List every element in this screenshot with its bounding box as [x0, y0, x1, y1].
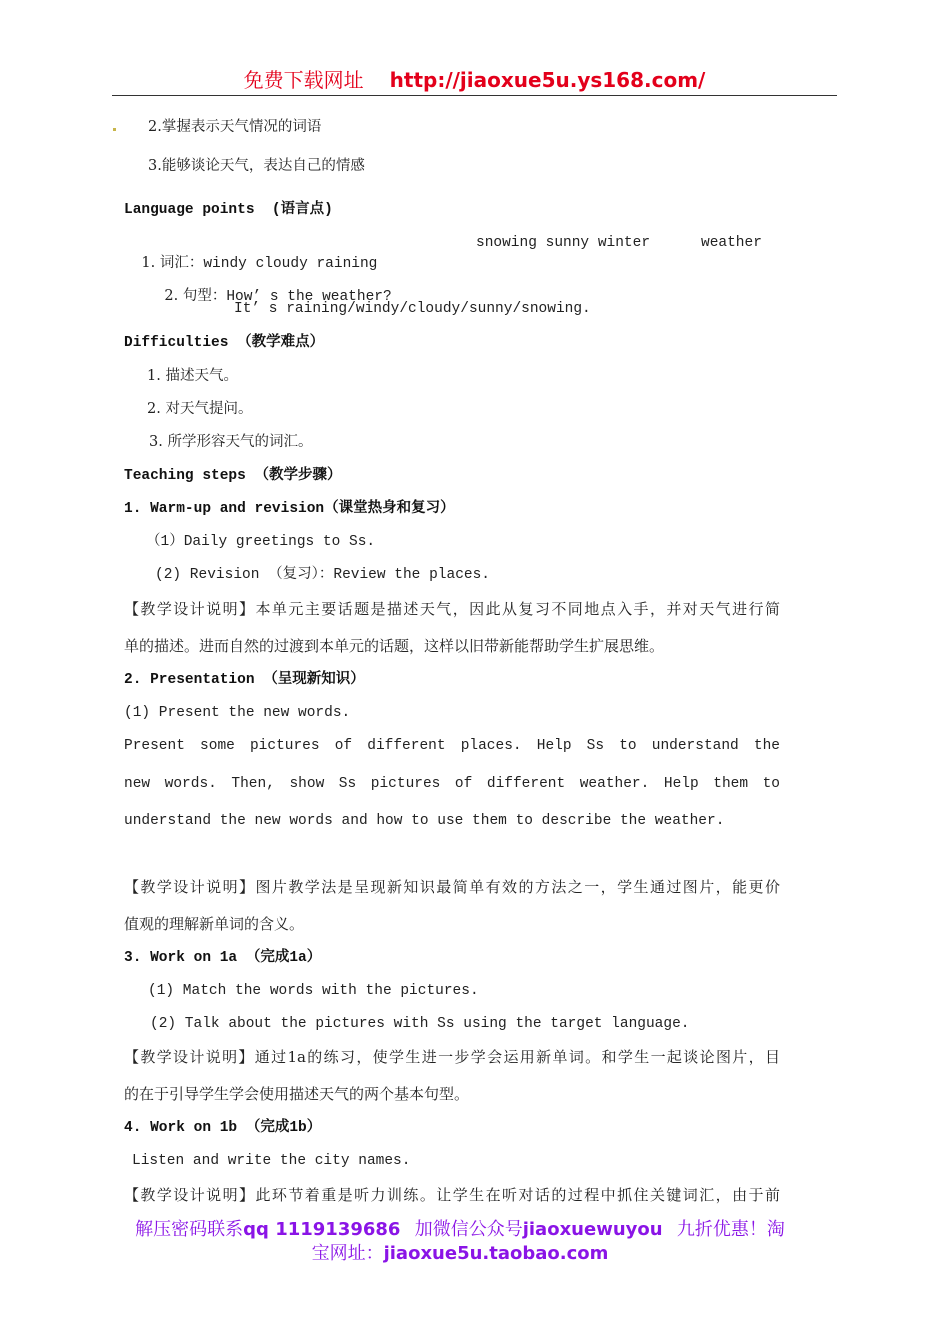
step2-title: 2. Presentation （呈现新知识）: [124, 672, 365, 688]
footer-line-2: [100, 1242, 820, 1266]
vocab-group-3: weather: [701, 235, 762, 251]
language-points-heading: Language points (语言点): [124, 202, 333, 218]
step1-note-line2: 单的描述。进而自然的过渡到本单元的话题，这样以旧带新能帮助学生扩展思维。: [124, 637, 665, 655]
step3-note-line2: 的在于引导学生学会使用描述天气的两个基本句型。: [124, 1085, 470, 1103]
step4-note-line1: 【教学设计说明】此环节着重是听力训练。让学生在听对话的过程中抓住关键词汇，由于前: [124, 1186, 780, 1204]
difficulty-item-2: 2. 对天气提问。: [147, 401, 253, 417]
download-site-url[interactable]: http://jiaoxue5u.ys168.com/: [389, 68, 706, 92]
sentence-prefix: 2. 句型：: [164, 288, 227, 304]
step3-note-line1: 【教学设计说明】通过1a的练习，使学生进一步学会运用新单词。和学生一起谈论图片，目: [124, 1048, 780, 1066]
bullet-marker: [113, 128, 116, 131]
vocab-group-2: snowing sunny winter: [476, 235, 651, 251]
footer-password-label: 解压密码联系: [135, 1219, 244, 1240]
objective-3: 3.能够谈论天气，表达自己的情感: [148, 158, 365, 174]
step3-item-2: (2) Talk about the pictures with Ss using the target language.: [150, 1016, 690, 1032]
step2-note-line2: 值观的理解新单词的含义。: [124, 915, 305, 933]
sentence-question: How’ s the weather?: [226, 289, 392, 305]
vocab-prefix: 1. 词汇：: [141, 255, 204, 271]
difficulty-item-3: 3. 所学形容天气的词汇。: [149, 434, 313, 450]
step2-body-line3: understand the new words and how to use them to describe the weather.: [124, 813, 725, 829]
step3-title: 3. Work on 1a （完成1a）: [124, 950, 322, 966]
footer-wechat-id: jiaoxuewuyou: [522, 1219, 663, 1240]
step1-item-1: （1）Daily greetings to Ss.: [146, 534, 376, 550]
objective-2: 2.掌握表示天气情况的词语: [148, 119, 322, 135]
step4-body: Listen and write the city names.: [132, 1153, 411, 1169]
sentence-answer: It’ s raining/windy/cloudy/sunny/snowing.: [234, 301, 591, 317]
password-contact-footer: [100, 1218, 820, 1266]
step1-title: 1. Warm-up and revision（课堂热身和复习）: [124, 501, 455, 517]
footer-discount: 九折优惠！淘: [676, 1219, 785, 1240]
step2-body-line1: Present some pictures of different places. Help Ss to understand the: [124, 738, 780, 754]
footer-taobao-label: 宝网址：: [311, 1243, 384, 1264]
step1-note-line1: 【教学设计说明】本单元主要话题是描述天气，因此从复习不同地点入手，并对天气进行简: [124, 600, 780, 618]
download-site-banner: [112, 64, 837, 96]
difficulty-item-1: 1. 描述天气。: [147, 368, 238, 384]
step2-note-line1: 【教学设计说明】图片教学法是呈现新知识最简单有效的方法之一，学生通过图片，能更价: [124, 878, 780, 896]
footer-qq: qq 1119139686: [243, 1219, 401, 1240]
teaching-steps-heading: Teaching steps （教学步骤）: [124, 468, 342, 484]
step2-sub: (1) Present the new words.: [124, 705, 351, 721]
step3-item-1: (1) Match the words with the pictures.: [148, 983, 479, 999]
difficulties-heading: Difficulties （教学难点）: [124, 335, 325, 351]
step4-title: 4. Work on 1b （完成1b）: [124, 1120, 322, 1136]
step2-body-line2: new words. Then, show Ss pictures of different weather. Help them to: [124, 776, 780, 792]
footer-wechat-label: 加微信公众号: [414, 1219, 523, 1240]
download-site-label: 免费下载网址: [243, 68, 364, 92]
footer-taobao-url[interactable]: jiaoxue5u.taobao.com: [383, 1243, 609, 1264]
footer-line-1: [100, 1218, 820, 1242]
header-divider: [112, 95, 837, 96]
step1-item-2: (2) Revision （复习）：Review the places.: [155, 567, 490, 583]
vocab-group-1: windy cloudy raining: [203, 256, 378, 272]
